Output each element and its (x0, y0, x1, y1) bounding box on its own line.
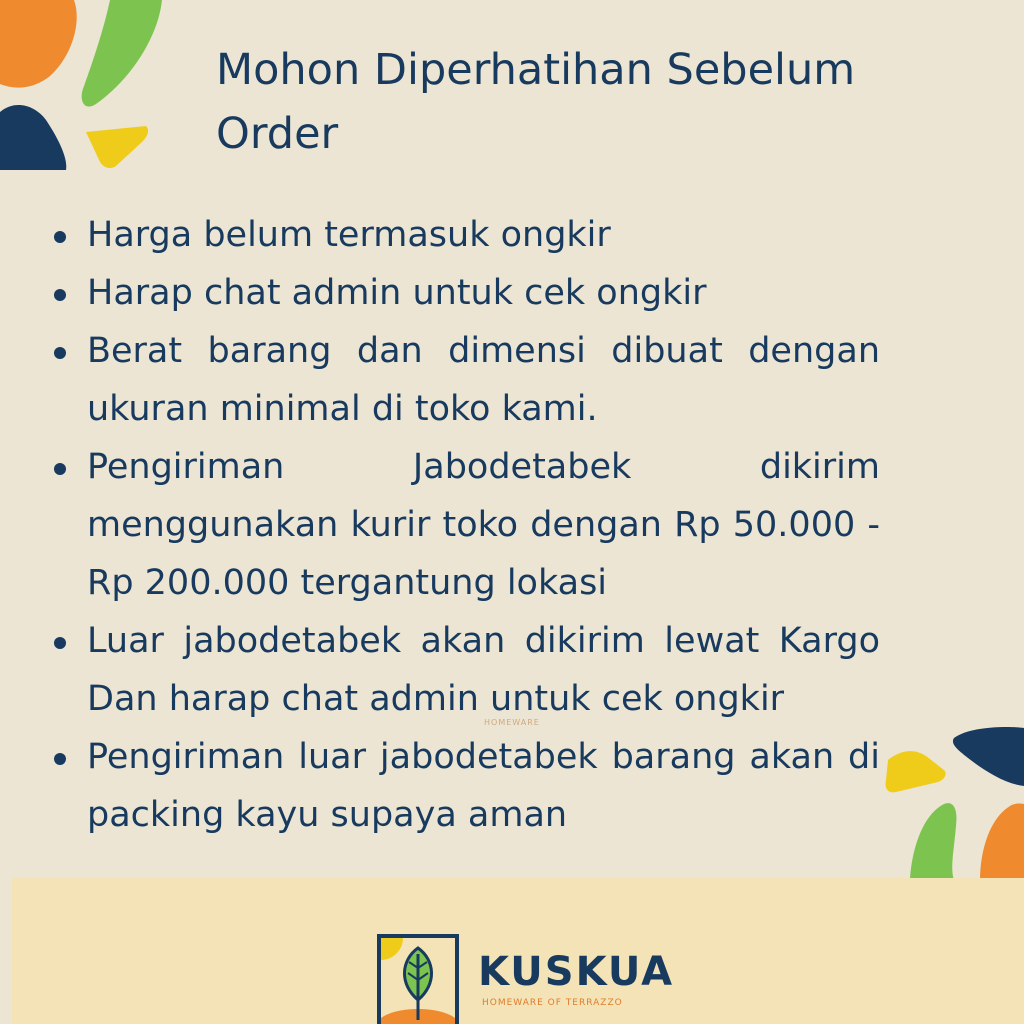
bullet-dot-icon (54, 637, 66, 649)
list-item (50, 728, 880, 844)
orange-blob-top-left (0, 0, 77, 88)
list-item-text: Pengiriman Jabodetabek dikirim menggunakan kurir toko dengan Rp 50.000 - Rp 200.000 tergantung lokasi (87, 447, 880, 603)
list-item-text: Luar jabodetabek akan dikirim lewat Kargo Dan harap chat admin untuk cek ongkir (87, 621, 880, 719)
list-item-text: Harap chat admin untuk cek ongkir (87, 273, 707, 313)
list-item-text: Harga belum termasuk ongkir (87, 215, 611, 255)
list-item (50, 206, 880, 264)
green-leaf-bottom-right (910, 803, 957, 880)
list-item-text: Berat barang dan dimensi dibuat dengan ukuran minimal di toko kami. (87, 331, 880, 429)
brand-name: KUSKUA (478, 949, 675, 995)
bullet-dot-icon (54, 231, 66, 243)
bullet-dot-icon (54, 463, 66, 475)
navy-blob-top-left (0, 105, 66, 170)
brand-tagline: HOMEWARE OF TERRAZZO (482, 998, 623, 1008)
orange-blob-bottom-right (980, 804, 1024, 881)
bullet-dot-icon (54, 753, 66, 765)
yellow-triangle-bottom-right (885, 751, 945, 792)
notice-list (50, 206, 880, 844)
list-item (50, 322, 880, 438)
list-item-text: Pengiriman luar jabodetabek barang akan di packing kayu supaya aman (87, 737, 880, 835)
green-leaf-top-left (82, 0, 162, 107)
navy-blob-bottom-right (953, 727, 1024, 786)
yellow-triangle-top-left (86, 126, 148, 168)
bullet-dot-icon (54, 289, 66, 301)
page-title: Mohon Diperhatihan Sebelum Order (216, 45, 856, 159)
leaf-in-frame-icon (377, 934, 459, 1024)
bullet-dot-icon (54, 347, 66, 359)
watermark-text: HOMEWARE (484, 718, 540, 727)
list-item (50, 438, 880, 612)
list-item (50, 612, 880, 728)
list-item (50, 264, 880, 322)
